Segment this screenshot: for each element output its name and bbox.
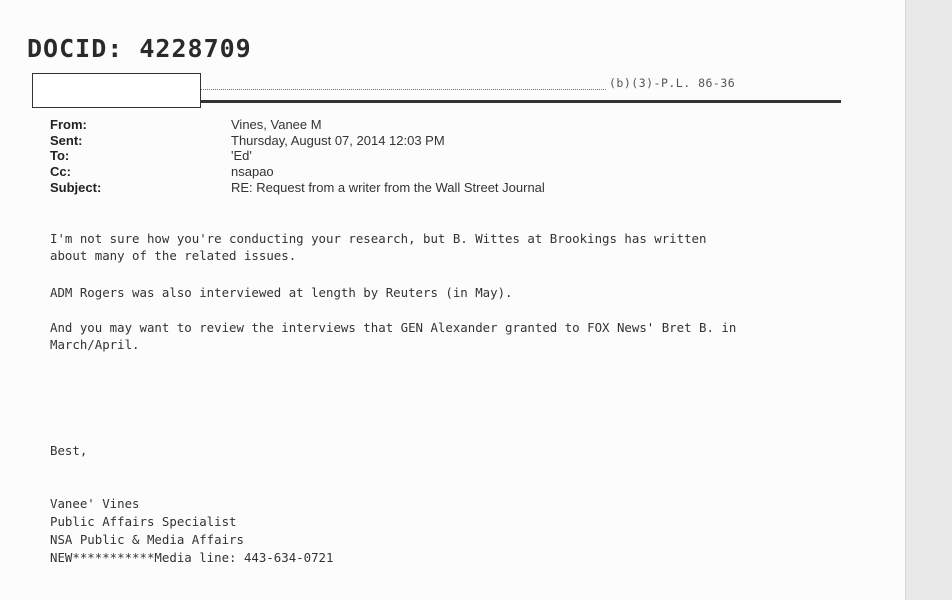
subject-value: RE: Request from a writer from the Wall Street Journal: [231, 180, 545, 195]
body-paragraph-3-line-2: March/April.: [50, 337, 140, 352]
body-paragraph-1-line-2: about many of the related issues.: [50, 248, 297, 263]
redaction-box: [32, 73, 201, 108]
cc-label: Cc:: [50, 164, 71, 179]
doc-id: DOCID: 4228709: [27, 34, 252, 63]
header-rule: [201, 100, 841, 103]
to-label: To:: [50, 148, 70, 163]
from-label: From:: [50, 117, 87, 132]
body-paragraph-1-line-1: I'm not sure how you're conducting your research, but B. Wittes at Brookings has written: [50, 231, 707, 246]
closing: Best,: [50, 443, 88, 458]
signature-name: Vanee' Vines: [50, 496, 140, 511]
redaction-leader-line: [201, 89, 606, 90]
exemption-label: (b)(3)-P.L. 86-36: [609, 76, 736, 90]
body-paragraph-2: ADM Rogers was also interviewed at length by Reuters (in May).: [50, 285, 513, 300]
from-value: Vines, Vanee M: [231, 117, 322, 132]
body-paragraph-3-line-1: And you may want to review the interviews that GEN Alexander granted to FOX News' Bret B. in: [50, 320, 737, 335]
sent-label: Sent:: [50, 133, 83, 148]
subject-label: Subject:: [50, 180, 102, 195]
signature-org: NSA Public & Media Affairs: [50, 532, 244, 547]
to-value: 'Ed': [231, 148, 252, 163]
signature-title: Public Affairs Specialist: [50, 514, 237, 529]
sent-value: Thursday, August 07, 2014 12:03 PM: [231, 133, 445, 148]
signature-phone: NEW***********Media line: 443-634-0721: [50, 550, 334, 565]
viewer-side-margin: [905, 0, 952, 600]
cc-value: nsapao: [231, 164, 274, 179]
